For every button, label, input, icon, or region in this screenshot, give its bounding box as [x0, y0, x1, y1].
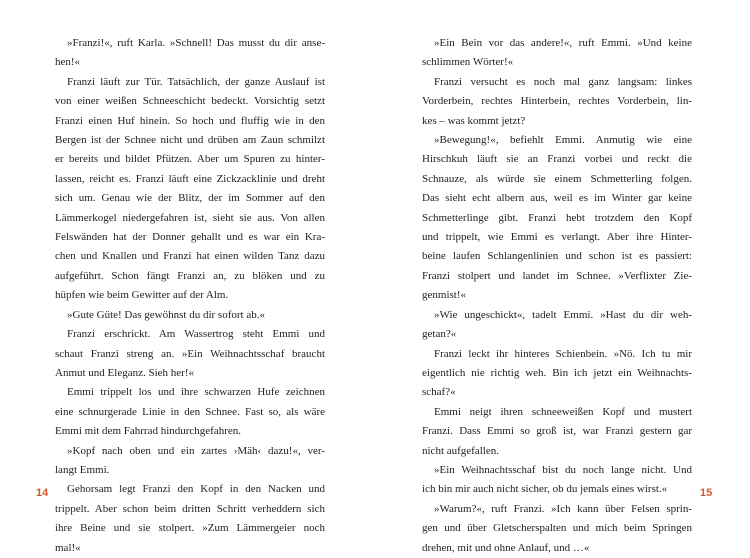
text-line: eigentlich nie richtig weh. Bin ich jetzt ein Weihnachts- [422, 366, 692, 379]
left-page-text [55, 34, 325, 558]
text-line: Schmetterlinge gibt. Franzi hebt trotzdem den Kopf [422, 211, 692, 224]
text-line: »Ein Bein vor das andere!«, ruft Emmi. »Und keine [434, 37, 692, 49]
text-line: trippelt. Aber schon beim dritten Schritt verheddern sich [55, 502, 325, 515]
text-line: »Ein Weihnachtsschaf bist du noch lange nicht. Und [434, 463, 692, 476]
text-line: Franzi stolpert und landet im Schnee. »Verflixter Zie- [422, 269, 692, 282]
text-line: Das sieht echt albern aus, weil es im Winter gar keine [422, 192, 692, 205]
text-line: Gehorsam legt Franzi den Kopf in den Nacken und [67, 483, 325, 496]
text-line: getan?« [422, 328, 457, 341]
text-line: drehen, mit und ohne Anlauf, und …« [422, 541, 590, 554]
text-line: Bergen ist der Schnee nicht und drüben am Zaun schmilzt [55, 134, 325, 147]
text-line: Schnauze, als würde sie einem Schmetterling folgen. [422, 172, 692, 185]
text-line: langt Emmi. [55, 463, 110, 476]
right-page-number: 15 [700, 487, 713, 499]
text-line: aufgeführt. Schon fängt Franzi an, zu blöken und zu [55, 269, 325, 282]
text-line: hüpfen wie beim Gewitter auf der Alm. [55, 289, 229, 302]
text-line: Emmi neigt ihren schneeweißen Kopf und mustert [434, 405, 692, 418]
text-line: Felswänden hat der Donner gehallt und es war ein Kra- [55, 231, 325, 244]
text-line: schaut Franzi streng an. »Ein Weihnachtsschaf braucht [55, 347, 325, 360]
text-line: schlimmen Wörter!« [422, 56, 514, 69]
text-line: von einer weißen Schneeschicht bedeckt. Vorsichtig setzt [55, 95, 325, 108]
text-line: kes – was kommt jetzt? [422, 114, 526, 127]
left-page-number: 14 [36, 487, 49, 499]
text-line: »Warum?«, ruft Franzi. »Ich kann über Felsen sprin- [434, 502, 692, 515]
text-line: genmist!« [422, 289, 466, 302]
text-line: Franzi versucht es noch mal ganz langsam: linkes [434, 75, 692, 88]
text-line: schaf?« [422, 386, 456, 399]
text-line: und trippelt, wie Emmi es verlangt. Aber ihre Hinter- [422, 231, 692, 244]
text-line: »Kopf nach oben und ein zartes ›Mäh‹ dazu!«, ver- [67, 444, 325, 457]
text-line: »Wie ungeschickt«, tadelt Emmi. »Hast du dir weh- [434, 308, 692, 321]
text-line: Emmi trippelt los und ihre schwarzen Hufe zeichnen [67, 386, 325, 399]
text-line: Vorderbein, rechtes Hinterbein, rechtes Vorderbein, lin- [422, 95, 692, 108]
text-line: »Gute Güte! Das gewöhnst du dir sofort ab.« [67, 308, 265, 321]
text-line: Franzi läuft zur Tür. Tatsächlich, der ganze Auslauf ist [67, 75, 325, 88]
text-line: gen und über Gletscherspalten und mich beim Springen [422, 522, 692, 535]
text-line: Lämmerkogel niedergefahren ist, sieht sie aus. Von allen [55, 211, 325, 224]
text-line: Franzi. Dass Emmi so groß ist, war Franzi gestern gar [422, 425, 692, 438]
text-line: sich um. Genau wie der Blitz, der im Sommer auf den [55, 192, 325, 205]
text-line: »Franzi!«, ruft Karla. »Schnell! Das musst du dir anse- [67, 37, 325, 49]
text-line: beine laufen Schlangenlinien und schon ist es passiert: [422, 250, 692, 263]
text-line: eine schnurgerade Linie in den Schnee. Fast so, als wäre [55, 405, 325, 418]
text-line: Emmi mit dem Fahrrad hindurchgefahren. [55, 425, 242, 438]
text-line: hen!« [55, 56, 81, 69]
text-line: Franzi erschrickt. Am Wassertrog steht Emmi und [67, 328, 325, 341]
text-line: Franzi einen Huf hinein. So hoch und fluffig wie in den [55, 114, 325, 127]
text-line: Franzi leckt ihr hinteres Schienbein. »Nö. Ich tu mir [434, 347, 692, 360]
right-page-text [422, 34, 692, 558]
text-line: mal!« [55, 541, 81, 554]
text-line: ich bin mir auch nicht sicher, ob du jemals eines wirst.« [422, 483, 668, 496]
text-line: chen und Knallen und Franzi hat einen wilden Tanz dazu [55, 250, 325, 263]
text-line: er bereits und bildet Pfützen. Aber um Spuren zu hinter- [55, 153, 325, 166]
text-line: lassen, reicht es. Franzi läuft eine Zickzacklinie und dreht [55, 172, 325, 185]
text-line: »Bewegung!«, befiehlt Emmi. Anmutig wie eine [434, 134, 692, 147]
text-line: ihre Beine und sie stolpert. »Zum Lämmergeier noch [55, 522, 325, 535]
text-line: nicht aufgefallen. [422, 444, 499, 457]
text-line: Anmut und Eleganz. Sieh her!« [55, 366, 194, 379]
text-line: Hirschkuh läuft sie an Franzi vorbei und reckt die [422, 153, 692, 166]
